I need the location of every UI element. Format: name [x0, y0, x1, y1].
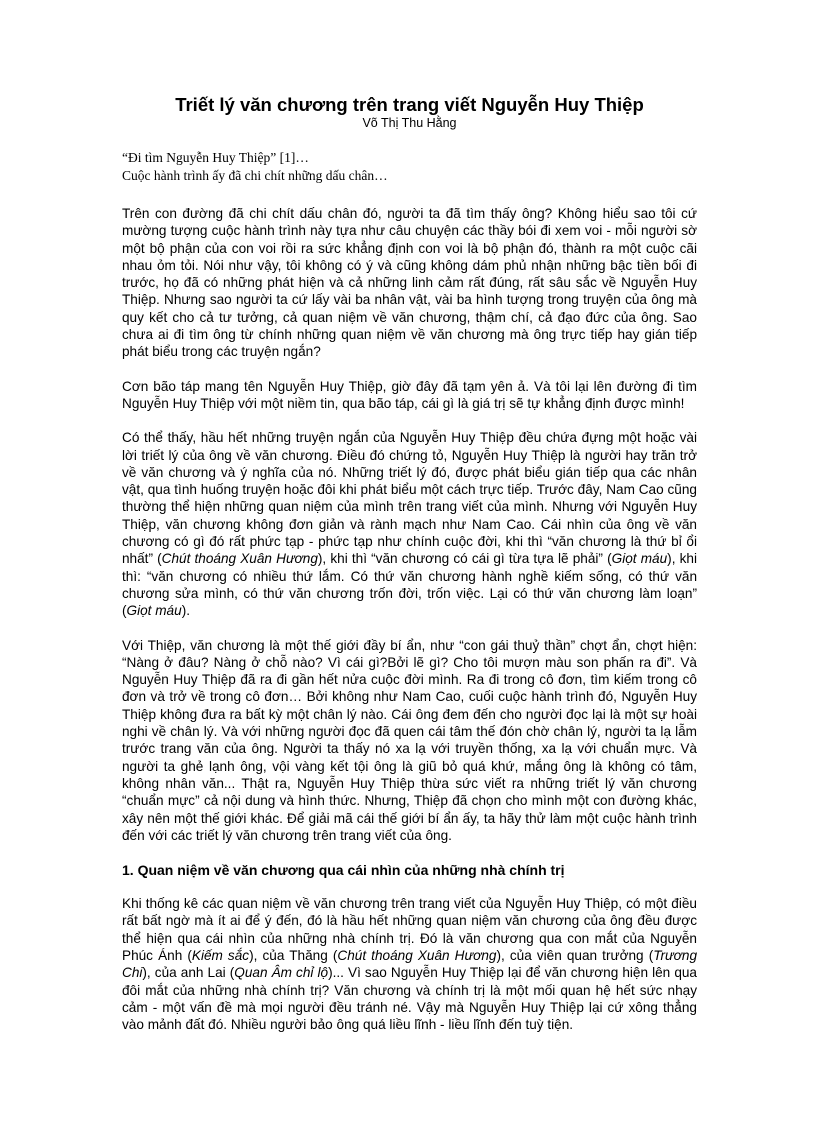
work-title: Chút thoáng Xuân Hương — [161, 551, 318, 567]
text-run: ), của viên quan trưởng ( — [496, 947, 654, 963]
work-title: Quan Âm chỉ lộ — [234, 965, 329, 981]
paragraph: Cơn bão táp mang tên Nguyễn Huy Thiệp, giờ đây đã tạm yên ả. Và tôi lại lên đường đi tìm Nguyễn Huy Thiệp với một niềm tin, qua bão táp, cái gì là giá trị sẽ tự khẳng định được mình! — [122, 378, 697, 411]
section-heading: 1. Quan niệm về văn chương qua cái nhìn của những nhà chính trị — [122, 862, 565, 879]
work-title: Kiếm sắc — [191, 947, 250, 963]
paragraph — [122, 429, 697, 619]
paragraph: Trên con đường đã chi chít dấu chân đó, người ta đã tìm thấy ông? Không hiểu sao tôi cứ mường tượng cuộc hành trình này tựa như câu chuyện các thầy bói đi xem voi - mỗi người sờ một bộ phận của con voi rồi ra sức khẳng định con voi là bộ phận đó, thành ra một cuộc cãi nhau ỏm tỏi. Nói như vậy, tôi không có ý và cũng không dám phủ nhận những bậc tiền bối đi trước, họ đã có những phát hiện và cả những linh cảm rất đúng, rất sâu sắc về Nguyễn Huy Thiệp. Nhưng sao người ta cứ lấy vài ba nhân vật, vài ba hình tượng trong truyện của ông mà quy kết cho cả tư tưởng, cả quan niệm về văn chương, thậm chí, cả đạo đức của ông. Sao chưa ai đi tìm ông từ chính những quan niệm về văn chương mà ông trực tiếp hay gián tiếp phát biểu trong các truyện ngắn? — [122, 206, 697, 360]
epigraph — [122, 149, 697, 185]
text-run: ), của Thăng ( — [249, 947, 338, 963]
text-run: ). — [181, 603, 190, 619]
paragraph: Với Thiệp, văn chương là một thế giới đầy bí ẩn, như “con gái thuỷ thần” chợt ẩn, chợt hiện: “Nàng ở đâu? Nàng ở chỗ nào? Vì cái gì?Bởi lẽ gì? Cho tôi mượn màu son phấn ra đi”. Và Nguyễn Huy Thiệp đã ra đi gần hết nửa cuộc đời mình. Ra đi trong cô đơn, tìm kiếm trong cô đơn và trở về trong cô đơn… Bởi không như Nam Cao, cuối cuộc hành trình đó, Nguyễn Huy Thiệp không đưa ra bất kỳ một chân lý nào. Cái ông đem đến cho người đọc lại là một sự hoài nghi về chân lý. Và với những người đọc đã quen cái tâm thế đón chờ chân lý, người ta lạ lẫm trước trang văn của ông. Người ta thấy nó xa lạ với truyền thống, xa lạ với chuẩn mực. Và người ta ghẻ lạnh ông, vội vàng kết tội ông là giũ bỏ quá khứ, mắng ông là không có tâm, không nhân văn... Thật ra, Nguyễn Huy Thiệp thừa sức viết ra những triết lý văn chương “chuẩn mực” cả nội dung và hình thức. Nhưng, Thiệp đã chọn cho mình một con đường khác, xây nên một thế giới khác. Để giải mã cái thế giới bí ẩn ấy, ta hãy thử làm một cuộc hành trình đến với các triết lý văn chương trên trang viết của ông. — [122, 637, 697, 843]
text-run: Có thể thấy, hầu hết những truyện ngắn của Nguyễn Huy Thiệp đều chứa đựng một hoặc vài lời triết lý của ông về văn chương. Điều đó chứng tỏ, Nguyễn Huy Thiệp là người hay trăn trở về văn chương và ý nghĩa của nó. Những triết lý đó, được phát biểu gián tiếp qua các nhân vật, qua tình huống truyện hoặc đôi khi phát biểu một cách trực tiếp. Trước đây, Nam Cao cũng thường thể hiện những quan niệm của mình trên trang viết của mình. Nhưng với Nguyễn Huy Thiệp, văn chương không đơn giản và rành mạch như Nam Cao. Cái nhìn của ông về văn chương có gì đó rất phức tạp - phức tạp như chính cuộc đời, khi thì “văn chương là thứ bỉ ổi nhất” ( — [122, 430, 697, 567]
text-run: ), của anh Lai ( — [142, 965, 235, 981]
document-title: Triết lý văn chương trên trang viết Nguyễn Huy Thiệp — [175, 94, 644, 115]
text-run: )... Vì sao Nguyễn Huy Thiệp lại để văn chương hiện lên qua đôi mắt của những nhà chính trị? Văn chương và chính trị là một mối quan hệ hết sức nhạy cảm - một vấn đề mà mọi người đều tránh né. Vậy mà Nguyễn Huy Thiệp lại cứ xông thẳng vào mảnh đất đó. Nhiều người bảo ông quá liều lĩnh - liều lĩnh đến tuỳ tiện. — [122, 965, 697, 1033]
paragraph — [122, 895, 697, 1033]
document-page — [122, 94, 697, 1050]
text-run: ), khi thì “văn chương có cái gì từa tựa lẽ phải” ( — [317, 551, 612, 567]
epigraph-line: Cuộc hành trình ấy đã chi chít những dấu chân… — [122, 168, 388, 183]
document-author: Võ Thị Thu Hằng — [362, 116, 457, 130]
work-title: Giọt máu — [126, 603, 182, 619]
epigraph-line: “Đi tìm Nguyễn Huy Thiệp” [1]… — [122, 150, 309, 165]
text-run: ), khi thì: “văn chương có nhiều thứ lắm. Có thứ văn chương hành nghề kiếm sống, có thứ văn chương sửa mình, có thứ văn chương trốn đời, trốn việc. Lại có thứ văn chương làm loạn” ( — [122, 551, 697, 619]
work-title: Giọt máu — [611, 551, 668, 567]
text-run: Khi thống kê các quan niệm về văn chương trên trang viết của Nguyễn Huy Thiệp, có một điều rất bất ngờ mà ít ai để ý đến, đó là hầu hết những quan niệm văn chương của ông đều được thể hiện qua cái nhìn của những nhà chính trị. Đó là văn chương qua con mắt của Nguyễn Phúc Ánh ( — [122, 896, 697, 963]
work-title: Chút thoáng Xuân Hương — [337, 947, 497, 963]
work-title: Trương Chi — [122, 947, 698, 981]
